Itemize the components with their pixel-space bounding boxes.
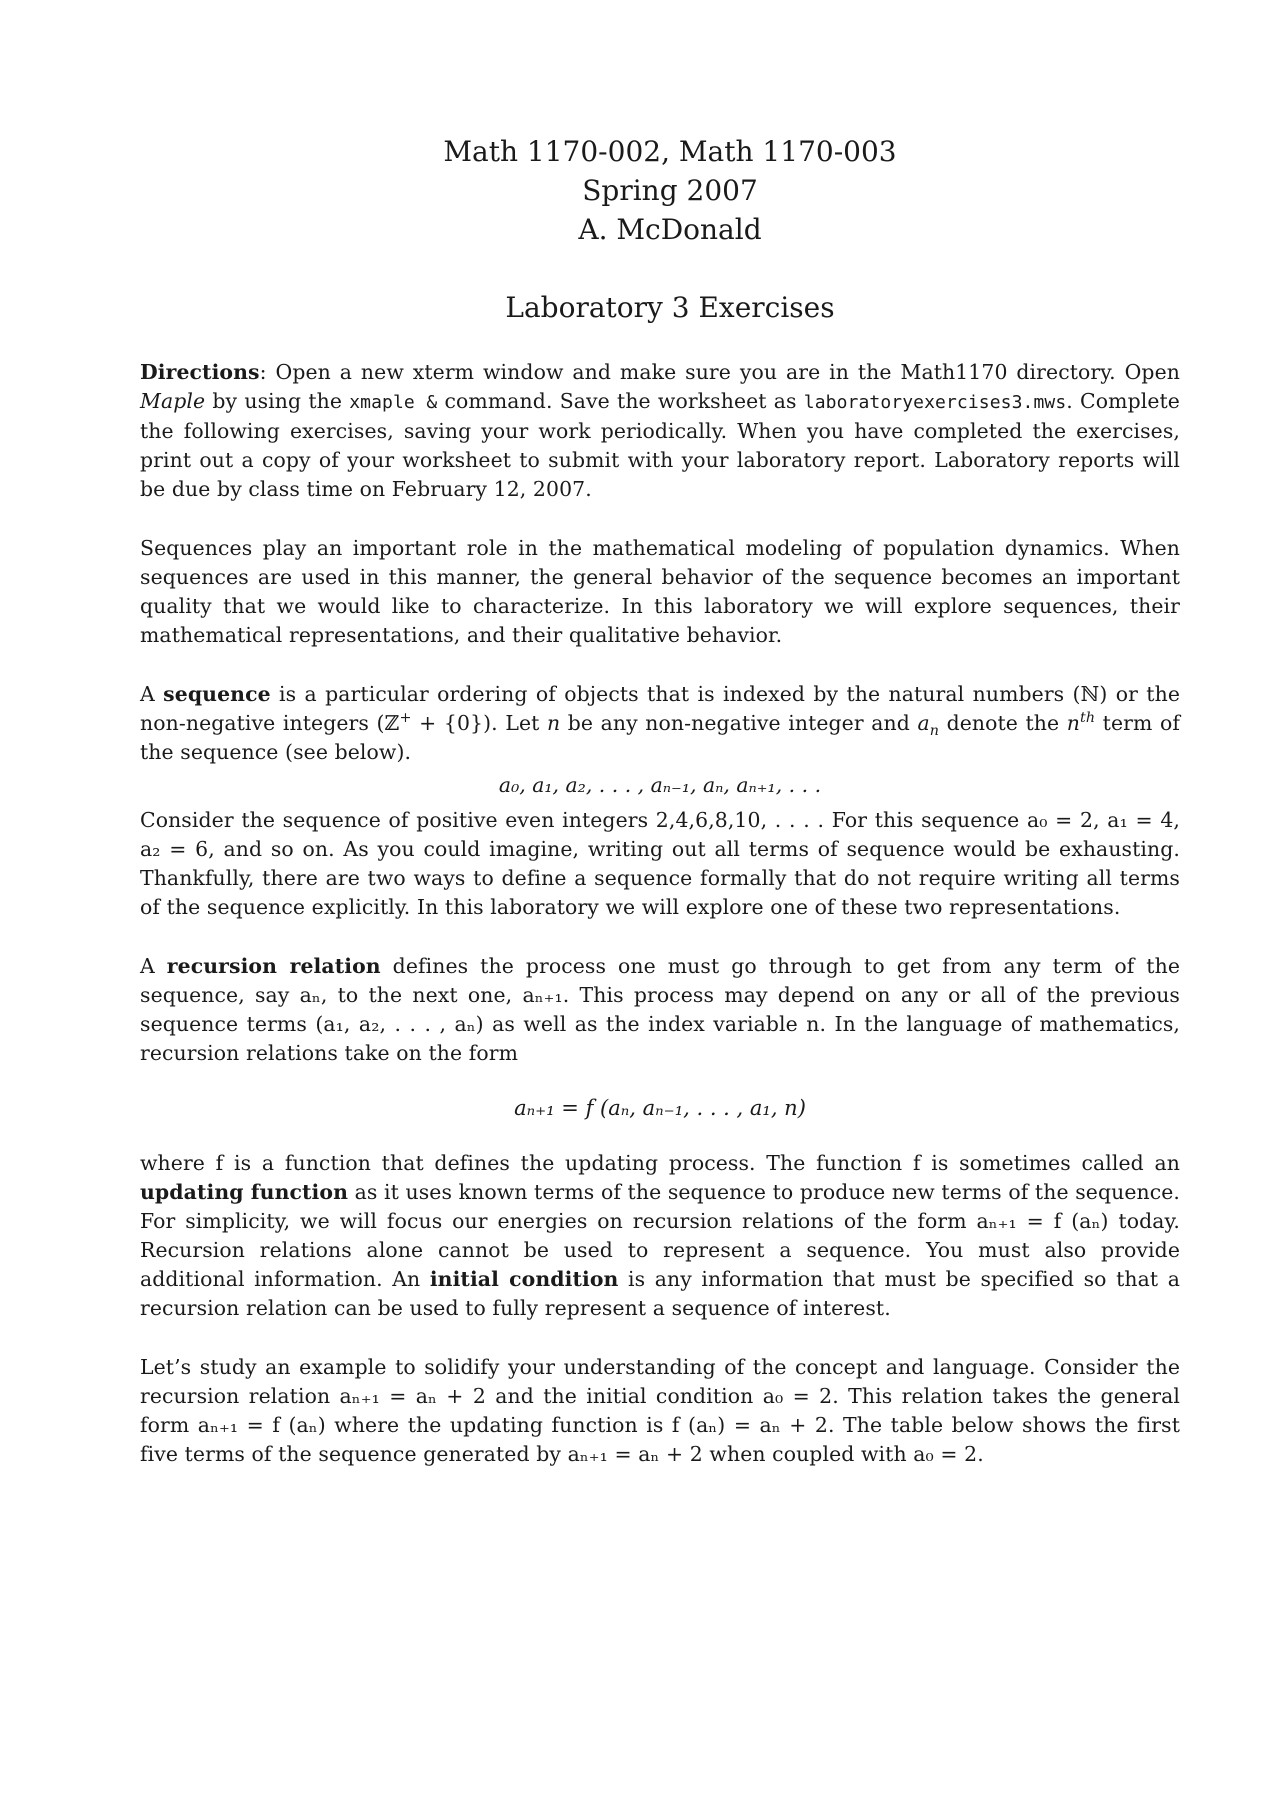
updating-function-paragraph [140, 1149, 1180, 1323]
display-sequence: a₀, a₁, a₂, . . . , aₙ₋₁, aₙ, aₙ₊₁, . . . [498, 773, 822, 797]
a-subscript: n [929, 723, 940, 740]
upd-text-1: where f is a function that defines the updating process. The function f is sometimes called an [140, 1151, 1180, 1175]
display-recursion: aₙ₊₁ = f (aₙ, aₙ₋₁, . . . , a₁, n) [514, 1096, 806, 1120]
course-title: Math 1170-002, Math 1170-003 [443, 135, 897, 168]
directions-label: Directions [140, 360, 260, 384]
directions-paragraph [140, 358, 1180, 504]
updating-function-term: updating function [140, 1180, 349, 1204]
term: Spring 2007 [582, 174, 758, 207]
upd-text-2: as it uses known terms of the sequence to produce new terms of the sequence. For simplicity, we will focus our energies on recursion relations of the form aₙ₊₁ = f (aₙ) today. Recursion relations alone cannot be used to represent a sequence. You must also provide additional information. An [140, 1180, 1180, 1291]
rec-text-2: defines the process one must go through to get from any term of the sequence, say aₙ, to the next one, aₙ₊₁. This process may depend on any or all of the previous sequence terms (a₁, a₂, . . . , aₙ) as well as the index variable n. In the language of mathematics, recursion relations take on the form [140, 954, 1180, 1065]
a-variable: a [917, 711, 930, 735]
directions-text-2: by using the [205, 389, 350, 413]
nth-variable: n [1066, 711, 1080, 735]
th-superscript: th [1080, 710, 1096, 727]
even-example-paragraph: Consider the sequence of positive even integers 2,4,6,8,10, . . . . For this sequence a₀ = 2, a₁ = 4, a₂ = 6, and so on. As you could imagine, writing out all terms of sequence would be exhausting. Thankfully, there are two ways to define a sequence formally that do not require writing all terms of the sequence explicitly. In this laboratory we will explore one of these two representations. [140, 808, 1180, 919]
seq-text-5: denote the [939, 711, 1067, 735]
directions-text-1: : Open a new xterm window and make sure you are in the Math1170 directory. Open [259, 360, 1180, 384]
document-header [160, 132, 1180, 249]
seq-text-3: + {0}). Let [411, 711, 547, 735]
seq-text-6: term of the sequence (see below). [140, 711, 1181, 764]
recursion-definition-paragraph [140, 952, 1180, 1068]
recursion-relation-term: recursion relation [166, 954, 381, 978]
plus-superscript: + [399, 710, 412, 727]
seq-text-2: is a particular ordering of objects that is indexed by the natural numbers (ℕ) or the non-negative integers (ℤ [140, 682, 1180, 735]
worksheet-filename: laboratoryexercises3.mws [803, 392, 1067, 413]
example-paragraph: Let’s study an example to solidify your understanding of the concept and language. Consider the recursion relation aₙ₊₁ = aₙ + 2 and the initial condition a₀ = 2. This relation takes the general form aₙ₊₁ = f (aₙ) where the updating function is f (aₙ) = aₙ + 2. The table below shows the first five terms of the sequence generated by aₙ₊₁ = aₙ + 2 when coupled with a₀ = 2. [140, 1355, 1180, 1466]
maple-name: Maple [140, 389, 206, 413]
directions-text-3: command. Save the worksheet as [437, 389, 804, 413]
rec-text-1: A [140, 954, 167, 978]
sequence-term: sequence [163, 682, 271, 706]
sequence-definition-paragraph [140, 680, 1180, 767]
directions-text-4: . Complete the following exercises, saving your work periodically. When you have completed the exercises, print out a copy of your worksheet to submit with your laboratory report. Laboratory reports will be due by class time on February 12, 2007. [140, 389, 1180, 501]
lab-title: Laboratory 3 Exercises [505, 291, 835, 324]
n-variable: n [546, 711, 561, 735]
upd-text-3: is any information that must be specified so that a recursion relation can be used to fully represent a sequence of interest. [140, 1267, 1180, 1320]
initial-condition-term: initial condition [429, 1267, 619, 1291]
seq-text-1: A [140, 682, 164, 706]
xmaple-command: xmaple & [349, 392, 438, 413]
document-page [140, 132, 1180, 1499]
seq-text-4: be any non-negative integer and [560, 711, 918, 735]
instructor: A. McDonald [578, 213, 762, 246]
intro-paragraph: Sequences play an important role in the mathematical modeling of population dynamics. When sequences are used in this manner, the general behavior of the sequence becomes an important quality that we would like to characterize. In this laboratory we will explore sequences, their mathematical representations, and their qualitative behavior. [140, 536, 1180, 647]
